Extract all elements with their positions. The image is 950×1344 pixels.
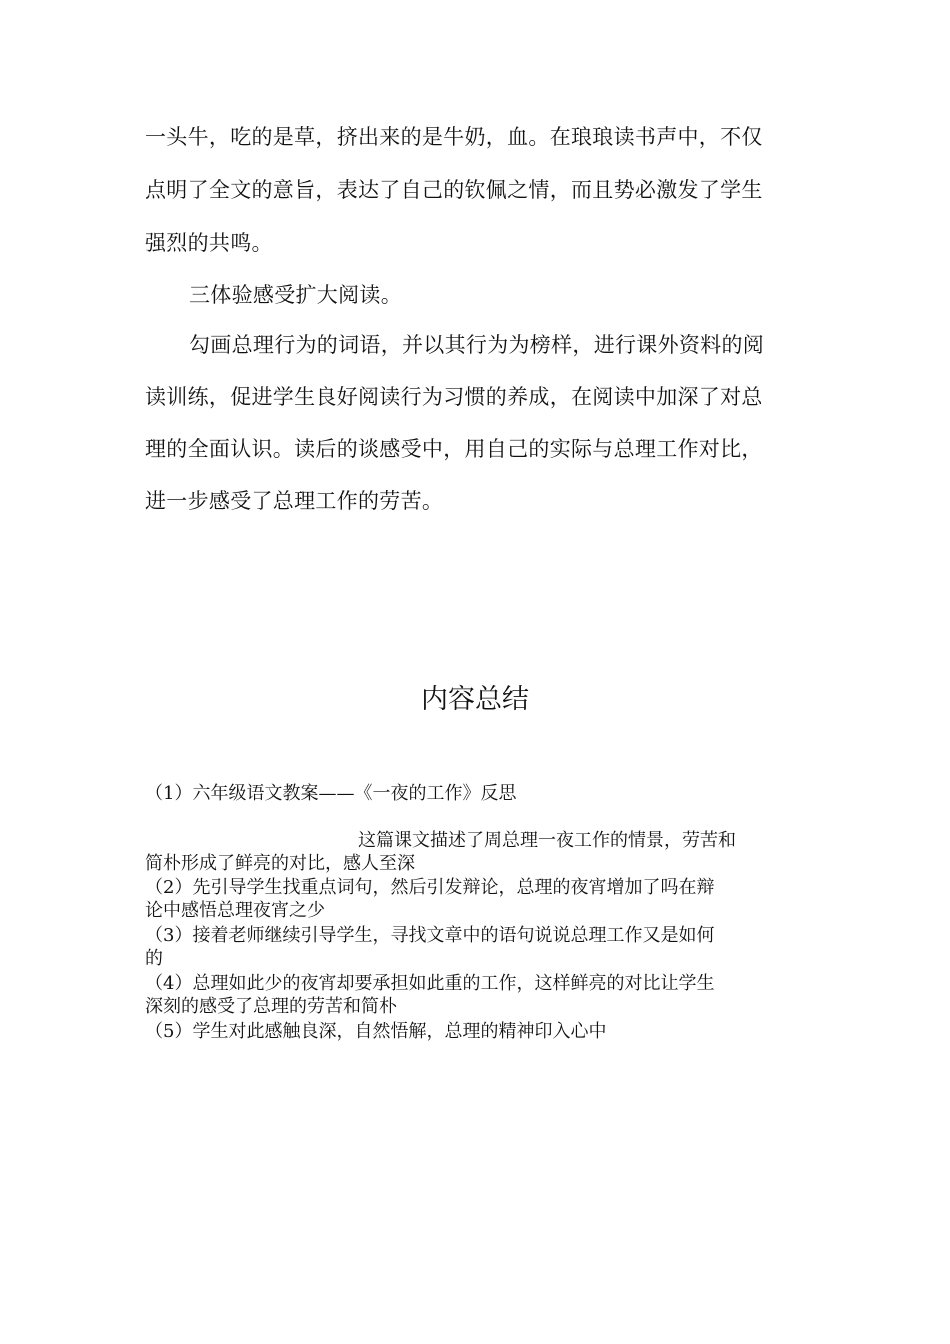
summary-line-2: 简朴形成了鲜亮的对比，感人至深 bbox=[145, 853, 415, 874]
summary-line-7: （4）总理如此少的夜宵却要承担如此重的工作，这样鲜亮的对比让学生 bbox=[145, 973, 715, 994]
paragraph-3-line-4: 进一步感受了总理工作的劳苦。 bbox=[145, 489, 444, 513]
summary-line-1: 这篇课文描述了周总理一夜工作的情景，劳苦和 bbox=[358, 830, 736, 851]
summary-line-6: 的 bbox=[145, 948, 163, 969]
summary-line-9: （5）学生对此感触良深，自然悟解，总理的精神印入心中 bbox=[145, 1021, 607, 1042]
summary-line-4: 论中感悟总理夜宵之少 bbox=[145, 900, 325, 921]
paragraph-1-line-1: 一头牛，吃的是草，挤出来的是牛奶，血。在琅琅读书声中，不仅 bbox=[145, 125, 763, 149]
paragraph-1-line-3: 强烈的共鸣。 bbox=[145, 231, 273, 255]
paragraph-1-line-2: 点明了全文的意旨，表达了自己的钦佩之情，而且势必激发了学生 bbox=[145, 178, 763, 202]
summary-line-8: 深刻的感受了总理的劳苦和简朴 bbox=[145, 996, 397, 1017]
paragraph-3-line-3: 理的全面认识。读后的谈感受中，用自己的实际与总理工作对比， bbox=[145, 437, 763, 461]
paragraph-3-line-1: 勾画总理行为的词语，并以其行为为榜样，进行课外资料的阅 bbox=[189, 333, 765, 357]
summary-title: 内容总结 bbox=[421, 684, 529, 715]
summary-item-1: （1）六年级语文教案——《一夜的工作》反思 bbox=[145, 783, 517, 804]
paragraph-3-line-2: 读训练，促进学生良好阅读行为习惯的养成，在阅读中加深了对总 bbox=[145, 385, 763, 409]
summary-line-3: （2）先引导学生找重点词句，然后引发辩论，总理的夜宵增加了吗在辩 bbox=[145, 877, 715, 898]
summary-line-5: （3）接着老师继续引导学生，寻找文章中的语句说说总理工作又是如何 bbox=[145, 925, 715, 946]
paragraph-2-line-1: 三体验感受扩大阅读。 bbox=[189, 283, 402, 307]
